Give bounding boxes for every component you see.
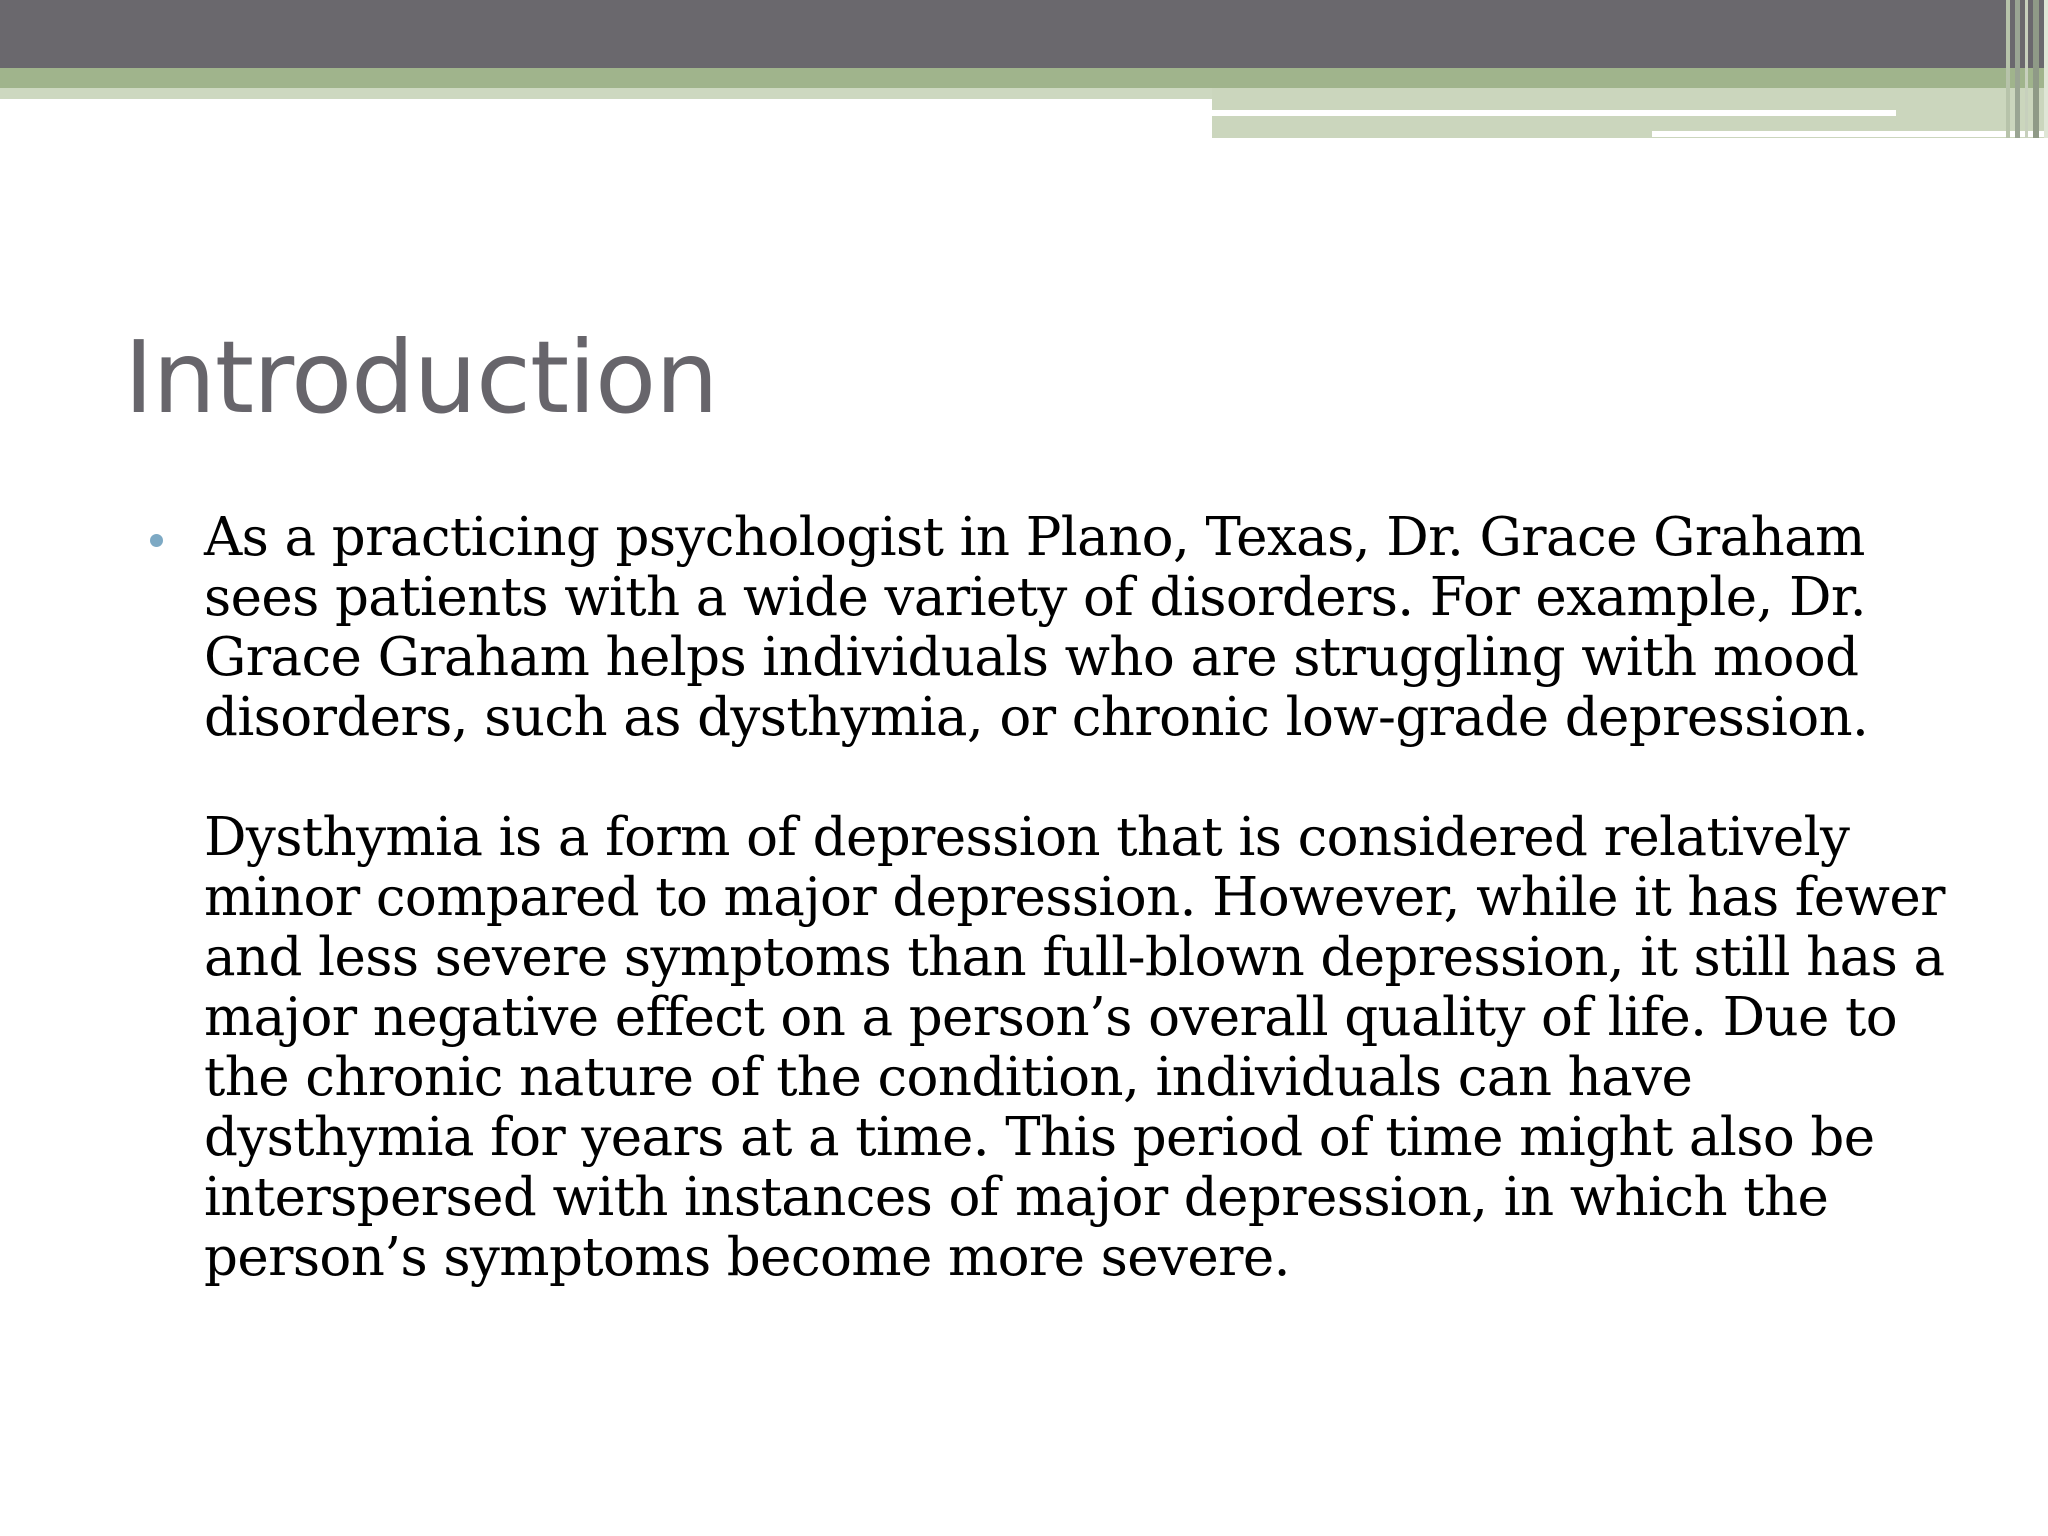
bullet-dot-icon xyxy=(150,534,163,547)
top-banner-green xyxy=(0,68,2048,88)
slide-body xyxy=(146,508,1946,1288)
bullet-paragraph: Dysthymia is a form of depression that is considered relatively minor compared to major depression. However, while it has fewer and less severe symptoms than full-blown depression, it still has a major negative effect on a person’s overall quality of life. Due to the chronic nature of the condition, individuals can have dysthymia for years at a time. This period of time might also be interspersed with instances of major depression, in which the person’s symptoms become more severe. xyxy=(204,807,1945,1288)
top-banner-dark xyxy=(0,0,2048,68)
edge-stripes xyxy=(1984,0,2048,138)
bullet-paragraph: As a practicing psychologist in Plano, Texas, Dr. Grace Graham sees patients with a wide variety of disorders. For example, Dr. Grace Graham helps individuals who are struggling with mood disorders, such as dysthymia, or chronic low-grade depression. xyxy=(204,507,1869,748)
bullet-item xyxy=(146,508,1946,1288)
banner-divider-line xyxy=(1212,110,1896,116)
edge-stripe xyxy=(2044,0,2048,138)
edge-stripe xyxy=(2006,0,2010,138)
edge-stripe xyxy=(2025,0,2028,138)
top-banner-pale-stripe xyxy=(0,88,1212,99)
slide-title: Introduction xyxy=(124,319,718,436)
edge-stripe xyxy=(2015,0,2020,138)
edge-stripe xyxy=(2033,0,2039,138)
